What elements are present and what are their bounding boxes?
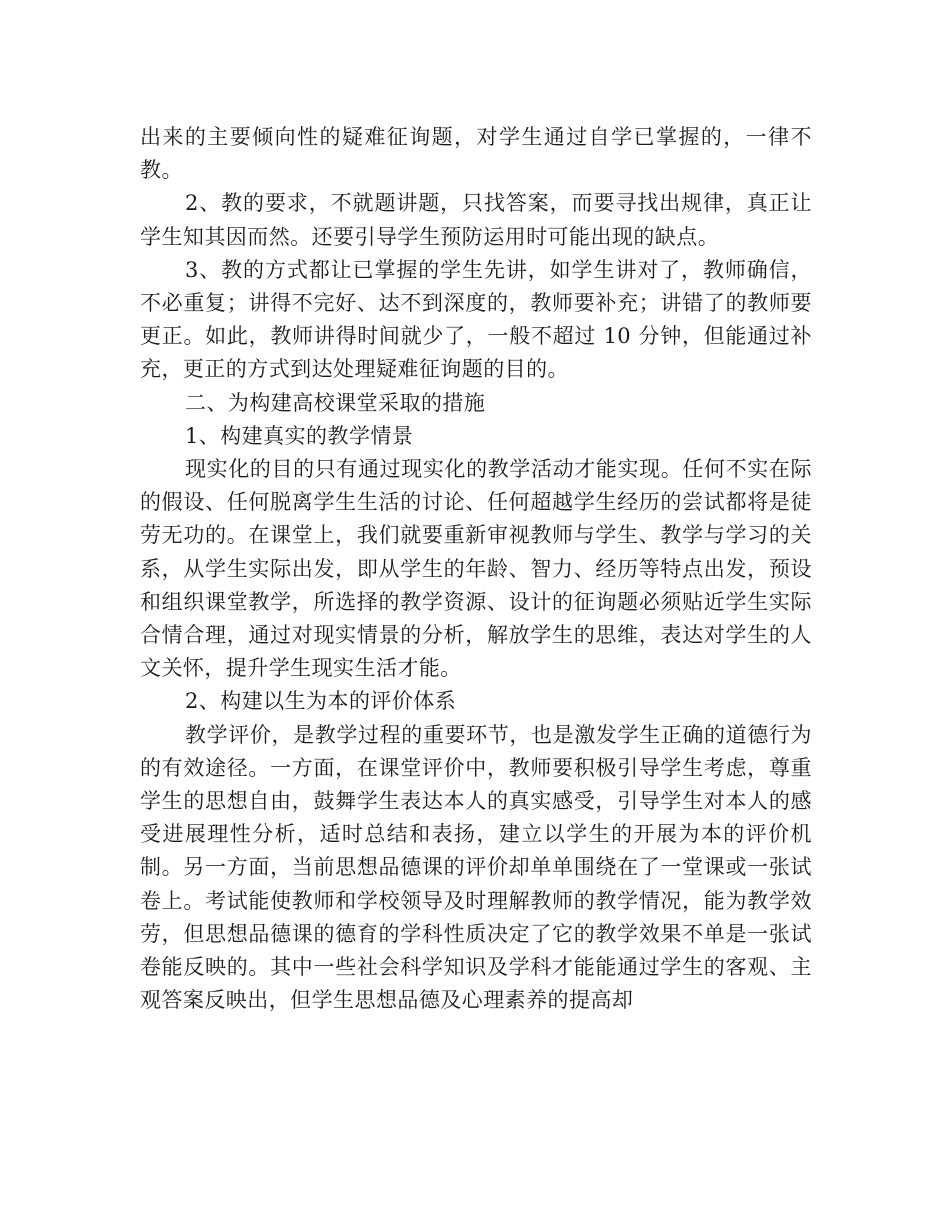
- paragraph-point-2: 2、教的要求，不就题讲题，只找答案，而要寻找出规律，真正让学生知其因而然。还要引导学生预防运用时可能出现的缺点。: [140, 191, 812, 249]
- section-heading-2: 二、为构建高校课堂采取的措施: [185, 390, 486, 415]
- paragraph-point-3: 3、教的方式都让已掌握的学生先讲，如学生讲对了，教师确信，不必重复；讲得不完好、达不到深度的，教师要补充；讲错了的教师要更正。如此，教师讲得时间就少了，一般不超过 10 分钟，但能通过补充，更正的方式到达处理疑难征询题的目的。: [140, 257, 812, 382]
- document-body: [140, 121, 812, 1017]
- paragraph-teaching-situation: 现实化的目的只有通过现实化的教学活动才能实现。任何不实在际的假设、任何脱离学生生活的讨论、任何超越学生经历的尝试都将是徒劳无功的。在课堂上，我们就要重新审视教师与学生、教学与学习的关系，从学生实际出发，即从学生的年龄、智力、经历等特点出发，预设和组织课堂教学，所选择的教学资源、设计的征询题必须贴近学生实际合情合理，通过对现实情景的分析，解放学生的思维，表达对学生的人文关怀，提升学生现实生活才能。: [140, 457, 812, 681]
- paragraph-continuation: 出来的主要倾向性的疑难征询题，对学生通过自学已掌握的，一律不教。: [140, 125, 812, 183]
- subheading-2: 2、构建以生为本的评价体系: [185, 689, 457, 714]
- paragraph-evaluation: 教学评价，是教学过程的重要环节，也是激发学生正确的道德行为的有效途径。一方面，在课堂评价中，教师要积极引导学生考虑，尊重学生的思想自由，鼓舞学生表达本人的真实感受，引导学生对本人的感受进展理性分析，适时总结和表扬，建立以学生的开展为本的评价机制。另一方面，当前思想品德课的评价却单单围绕在了一堂课或一张试卷上。考试能使教师和学校领导及时理解教师的教学情况，能为教学效劳，但思想品德课的德育的学科性质决定了它的教学效果不单是一张试卷能反映的。其中一些社会科学知识及学科才能能通过学生的客观、主观答案反映出，但学生思想品德及心理素养的提高却: [140, 722, 812, 1013]
- subheading-1: 1、构建真实的教学情景: [185, 423, 414, 448]
